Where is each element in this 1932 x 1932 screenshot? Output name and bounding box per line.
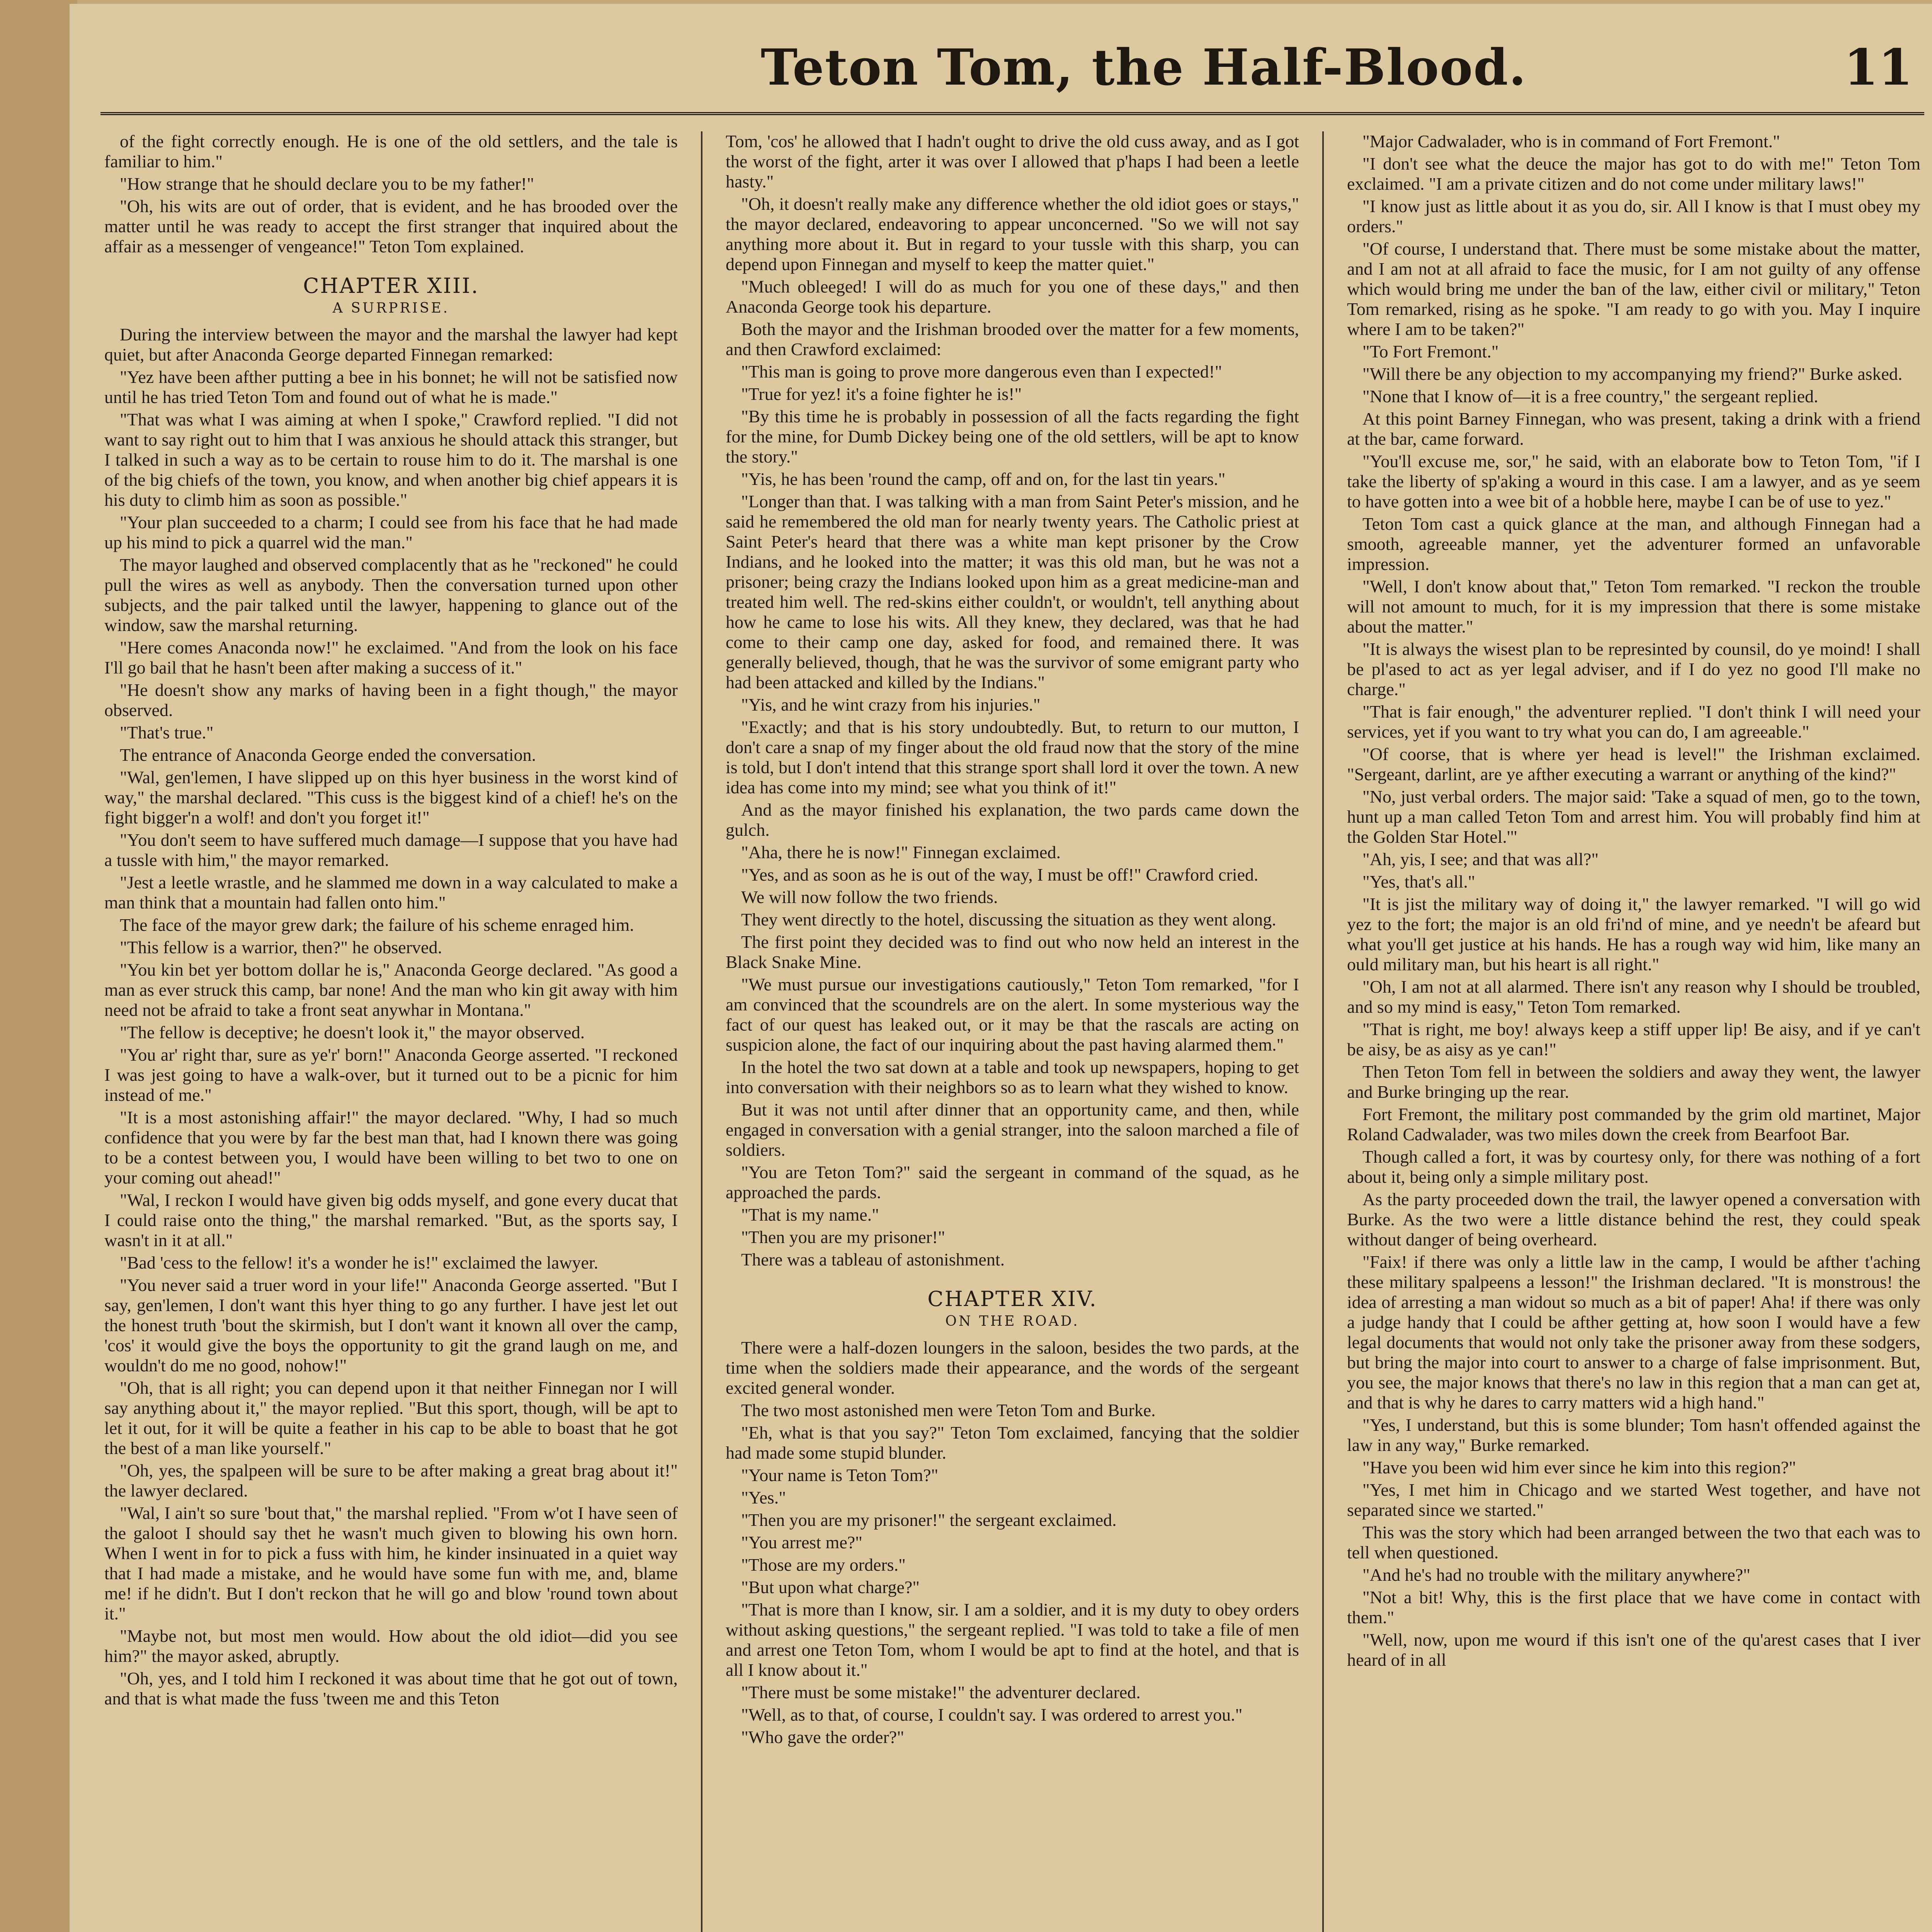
column-divider [1322, 131, 1324, 1932]
paragraph: "Then you are my prisoner!" the sergeant exclaimed. [741, 1510, 1117, 1530]
paragraph: "Ah, yis, I see; and that was all?" [1362, 849, 1599, 869]
paragraph: "Wal, I ain't so sure 'bout that," the marshal replied. "From w'ot I have seen of the galoot I should say thet he wasn't much given to blowing his own horn. When I went in for to pick a fuss with him, he kinder insinuated in a quiet way that I had made a mistake, and he would have some fun with me, and, blame me! if he didn't. But I don't reckon that he will go and blow 'round town about it." [104, 1503, 678, 1623]
column-2 [726, 131, 1299, 1932]
paragraph: "Aha, there he is now!" Finnegan exclaimed. [741, 842, 1061, 862]
paragraph: "You kin bet yer bottom dollar he is," Anaconda George declared. "As good a man as ever struck this camp, bar none! And the man who kin git away with him need not be afraid to take a front seat anywhar in Montana." [104, 960, 678, 1020]
paragraph: "Oh, yes, and I told him I reckoned it was about time that he got out of town, and that is what made the fuss 'tween me and this Teton [104, 1668, 678, 1708]
paragraph: "Yes, I understand, but this is some blunder; Tom hasn't offended against the law in any way," Burke remarked. [1347, 1415, 1920, 1455]
paragraph: "It is a most astonishing affair!" the mayor declared. "Why, I had so much confidence that you were by far the best man that, had I known there was going to be a contest between you, I would have been willing to bet two to one on your coming out ahead!" [104, 1107, 678, 1187]
paragraph: They went directly to the hotel, discussing the situation as they went along. [741, 910, 1276, 929]
column-divider [701, 131, 702, 1932]
paragraph: "This fellow is a warrior, then?" he observed. [120, 937, 442, 957]
chapter-subtitle: A SURPRISE. [332, 300, 450, 316]
paragraph: "That was what I was aiming at when I spoke," Crawford replied. "I did not want to say right out to him that I was anxious he should attack this stranger, but I talked in such a way as to be certain to rouse him to do it. The marshal is one of the big chiefs of the town, you know, and when another big chief appears it is his duty to climb him as soon as possible." [104, 410, 678, 510]
paragraph: "Here comes Anaconda now!" he exclaimed. "And from the look on his face I'll go bail that he hasn't been after making a success of it." [104, 638, 678, 677]
paragraph: "Yis, he has been 'round the camp, off and on, for the last tin years." [741, 469, 1226, 489]
paragraph: "Yez have been afther putting a bee in his bonnet; he will not be satisfied now until he has tried Teton Tom and found out of what he is made." [104, 367, 678, 407]
paragraph: This was the story which had been arranged between the two that each was to tell when questioned. [1347, 1522, 1920, 1562]
paragraph: "We must pursue our investigations cautiously," Teton Tom remarked, "for I am convinced that the scoundrels are on the alert. In some mysterious way the fact of our quest has leaked out, or it may be that the rascals are acting on suspicion alone, the fact of our inquiring about the past having alarmed them." [726, 975, 1299, 1054]
paragraph: "Who gave the order?" [741, 1727, 904, 1747]
paragraph: "I know just as little about it as you do, sir. All I know is that I must obey my orders." [1347, 196, 1920, 236]
paragraph: "Not a bit! Why, this is the first place that we have come in contact with them." [1347, 1587, 1920, 1627]
paragraph: "Will there be any objection to my accompanying my friend?" Burke asked. [1362, 364, 1903, 384]
paragraph: "Of course, I understand that. There must be some mistake about the matter, and I am not at all afraid to face the music, for I am not guilty of any offense which would bring me under the ban of the law, either civil or military," Teton Tom remarked, rising as he spoke. "I am ready to go with you. May I inquire where I am to be taken?" [1347, 239, 1920, 339]
paragraph: "Jest a leetle wrastle, and he slammed me down in a way calculated to make a man think that a mountain had fallen onto him." [104, 872, 678, 912]
column-3 [1347, 131, 1920, 1932]
paragraph: "Those are my orders." [741, 1555, 906, 1575]
paragraph: "Bad 'cess to the fellow! it's a wonder he is!" exclaimed the lawyer. [120, 1253, 599, 1272]
paragraph: We will now follow the two friends. [741, 887, 998, 907]
paragraph: "Faix! if there was only a little law in the camp, I would be afther t'aching these military spalpeens a lesson!" the Irishman declared. "It is monstrous! the idea of arresting a man widout so much as a bit of paper! Aha! if there was only a judge handy that I could be afther getting at, how soon I would have a few legal documents that would not only take the prisoner away from these sodgers, but bring the major into court to answer to a charge of false imprisonment. But, you see, the major knows that there's no law in this region that a man can get at, and that is why he dares to carry matters wid a high hand." [1347, 1252, 1920, 1412]
paragraph: "Maybe not, but most men would. How about the old idiot—did you see him?" the mayor asked, abruptly. [104, 1626, 678, 1666]
paragraph: Tom, 'cos' he allowed that I hadn't ought to drive the old cuss away, and as I got the worst of the fight, arter it was over I allowed that p'haps I had been a leetle hasty." [726, 131, 1299, 191]
paragraph: The two most astonished men were Teton Tom and Burke. [741, 1400, 1156, 1420]
paragraph: "None that I know of—it is a free country," the sergeant replied. [1362, 386, 1818, 406]
paragraph: The entrance of Anaconda George ended the conversation. [120, 745, 536, 765]
paragraph: "Much obleeged! I will do as much for you one of these days," and then Anaconda George took his departure. [726, 277, 1299, 316]
paragraph: "This man is going to prove more dangerous even than I expected!" [741, 362, 1222, 381]
paragraph: "Well, as to that, of course, I couldn't say. I was ordered to arrest you." [741, 1705, 1243, 1725]
paragraph: "No, just verbal orders. The major said: 'Take a squad of men, go to the town, hunt up a man called Teton Tom and arrest him. You will probably find him at the Golden Star Hotel.'" [1347, 787, 1920, 847]
paragraph: Then Teton Tom fell in between the soldiers and away they went, the lawyer and Burke bringing up the rear. [1347, 1062, 1920, 1102]
paragraph: "Yes, I met him in Chicago and we started West together, and have not separated since we started." [1347, 1480, 1920, 1520]
paragraph: In the hotel the two sat down at a table and took up newspapers, hoping to get into conversation with their neighbors so as to learn what they wished to know. [726, 1057, 1299, 1097]
paragraph: "Of coorse, that is where yer head is level!" the Irishman exclaimed. "Sergeant, darlint, are ye afther executing a warrant or anything of the kind?" [1347, 744, 1920, 784]
paragraph: "Then you are my prisoner!" [741, 1227, 946, 1247]
page-header [100, 23, 1924, 115]
page-number: 11 [1844, 39, 1913, 97]
paragraph: "Yis, and he wint crazy from his injuries." [741, 695, 1041, 714]
paragraph: During the interview between the mayor and the marshal the lawyer had kept quiet, but after Anaconda George departed Finnegan remarked: [104, 325, 678, 364]
paragraph: "That is right, me boy! always keep a stiff upper lip! Be aisy, and if ye can't be aisy, be as aisy as ye can!" [1347, 1019, 1920, 1059]
paragraph: "And he's had no trouble with the military anywhere?" [1362, 1565, 1750, 1585]
paragraph: "But upon what charge?" [741, 1577, 920, 1597]
paragraph: "It is jist the military way of doing it," the lawyer remarked. "I will go wid yez to the fort; the major is an old fri'nd of mine, and ye needn't be afeard but what you'll get justice at his hands. He has a rough way wid him, like many an ould military man, but his heart is all right." [1347, 894, 1920, 974]
paragraph: "You ar' right thar, sure as ye'r' born!" Anaconda George asserted. "I reckoned I was jest going to have a walk-over, but it turned out to be a picnic for him instead of me." [104, 1045, 678, 1105]
page-binding [0, 0, 77, 1932]
paragraph: "You'll excuse me, sor," he said, with an elaborate bow to Teton Tom, "if I take the liberty of sp'aking a wourd in this case. I am a lawyer, and as ye seem to have gotten into a wee bit of a hobble here, maybe I can be of use to yez." [1347, 451, 1920, 511]
running-title: Teton Tom, the Half-Blood. [760, 39, 1527, 97]
paragraph: Though called a fort, it was by courtesy only, for there was nothing of a fort about it, being only a simple military post. [1347, 1147, 1920, 1187]
paragraph: "Have you been wid him ever since he kim into this region?" [1362, 1458, 1796, 1477]
paragraph: "Wal, gen'lemen, I have slipped up on this hyer business in the worst kind of way," the marshal declared. "This cuss is the biggest kind of a chief! he's on the fight bigger'n a wolf! and don't you forget it!" [104, 767, 678, 827]
paragraph: "Yes, and as soon as he is out of the way, I must be off!" Crawford cried. [741, 865, 1259, 884]
paragraph: "You are Teton Tom?" said the sergeant in command of the squad, as he approached the pards. [726, 1162, 1299, 1202]
paragraph: "True for yez! it's a foine fighter he is!" [741, 384, 1022, 404]
paragraph: Teton Tom cast a quick glance at the man, and although Finnegan had a smooth, agreeable manner, yet the adventurer formed an unfavorable impression. [1347, 514, 1920, 574]
paragraph: Fort Fremont, the military post commanded by the grim old martinet, Major Roland Cadwalader, was two miles down the creek from Bearfoot Bar. [1347, 1104, 1920, 1144]
paragraph: As the party proceeded down the trail, the lawyer opened a conversation with Burke. As the two were a little distance behind the rest, they could speak without danger of being overheard. [1347, 1189, 1920, 1249]
paragraph: "Major Cadwalader, who is in command of Fort Fremont." [1362, 131, 1780, 151]
column-1 [104, 131, 678, 1932]
paragraph: "You arrest me?" [741, 1532, 862, 1552]
paragraph: "You never said a truer word in your life!" Anaconda George asserted. "But I say, gen'lemen, I don't want this hyer thing to go any further. I have jest let out the honest truth 'bout the skirmish, but I don't want it known all over the camp, 'cos' it would give the boys the opportunity to git the grand laugh on me, and wouldn't do me no good, nohow!" [104, 1275, 678, 1375]
paragraph: "That is my name." [741, 1205, 879, 1225]
paragraph: The face of the mayor grew dark; the failure of his scheme enraged him. [120, 915, 634, 935]
paragraph: "Eh, what is that you say?" Teton Tom exclaimed, fancying that the soldier had made some stupid blunder. [726, 1423, 1299, 1463]
paragraph: of the fight correctly enough. He is one of the old settlers, and the tale is familiar to him." [104, 131, 678, 171]
paragraph: "Yes, that's all." [1362, 872, 1475, 891]
paragraph: And as the mayor finished his explanation, the two pards came down the gulch. [726, 800, 1299, 840]
paragraph: "You don't seem to have suffered much damage—I suppose that you have had a tussle with him," the mayor remarked. [104, 830, 678, 870]
paragraph: "Yes." [741, 1488, 786, 1507]
paragraph: "There must be some mistake!" the adventurer declared. [741, 1682, 1141, 1702]
paragraph: "Your plan succeeded to a charm; I could see from his face that he had made up his mind to pick a quarrel wid the man." [104, 512, 678, 552]
paragraph: The mayor laughed and observed complacently that as he "reckoned" he could pull the wires as well as anybody. Then the conversation turned upon other subjects, and the pair talked until the lawyer, happening to glance out of the window, saw the marshal returning. [104, 555, 678, 635]
paragraph: At this point Barney Finnegan, who was present, taking a drink with a friend at the bar, came forward. [1347, 409, 1920, 449]
paragraph: "That is more than I know, sir. I am a soldier, and it is my duty to obey orders without asking questions," the sergeant replied. "I was told to take a file of men and arrest one Teton Tom, whom I would be apt to find at the hotel, and that is all I know about it." [726, 1600, 1299, 1680]
chapter-heading: CHAPTER XIII. [303, 274, 479, 298]
paragraph: "Well, now, upon me wourd if this isn't one of the qu'arest cases that I iver heard of in all [1347, 1630, 1920, 1670]
paragraph: "Oh, it doesn't really make any difference whether the old idiot goes or stays," the mayor declared, endeavoring to appear unconcerned. "So we will not say anything more about it. But in regard to your tussle with this sharp, you can depend upon Finnegan and myself to keep the matter quiet." [726, 194, 1299, 274]
paragraph: Both the mayor and the Irishman brooded over the matter for a few moments, and then Crawford exclaimed: [726, 319, 1299, 359]
paragraph: "Oh, that is all right; you can depend upon it that neither Finnegan nor I will say anything about it," the mayor replied. "But this sport, though, will be apt to let it out, for it will be quite a feather in his cap to be able to boast that he got the best of a man like yourself." [104, 1378, 678, 1458]
paragraph: "Oh, his wits are out of order, that is evident, and he has brooded over the matter until he was ready to accept the first stranger that inquired about the affair as a messenger of vengeance!" Teton Tom explained. [104, 196, 678, 256]
paragraph: "Wal, I reckon I would have given big odds myself, and gone every ducat that I could raise onto the thing," the marshal remarked. "But, as the sports say, I wasn't in it at all." [104, 1190, 678, 1250]
paragraph: "Exactly; and that is his story undoubtedly. But, to return to our mutton, I don't care a snap of my finger about the old fraud now that the story of the mine is told, but I don't intend that this strange sport shall lord it over the town. A new idea has come into my mind; see what you think of it!" [726, 717, 1299, 797]
text-columns [104, 131, 1920, 1932]
paragraph: "Oh, I am not at all alarmed. There isn't any reason why I should be troubled, and so my mind is easy," Teton Tom remarked. [1347, 977, 1920, 1017]
paragraph: "How strange that he should declare you to be my father!" [120, 174, 534, 194]
paragraph: "Your name is Teton Tom?" [741, 1465, 939, 1485]
chapter-subtitle: ON THE ROAD. [945, 1313, 1080, 1329]
paragraph: "He doesn't show any marks of having been in a fight though," the mayor observed. [104, 680, 678, 720]
paragraph: "The fellow is deceptive; he doesn't look it," the mayor observed. [120, 1022, 585, 1042]
paragraph: "To Fort Fremont." [1362, 342, 1499, 361]
paragraph: There were a half-dozen loungers in the saloon, besides the two pards, at the time when the soldiers made their appearance, and the words of the sergeant excited general wonder. [726, 1338, 1299, 1398]
paragraph: "That is fair enough," the adventurer replied. "I don't think I will need your services, yet if you want to try what you can do, I am agreeable." [1347, 702, 1920, 742]
paragraph: The first point they decided was to find out who now held an interest in the Black Snake Mine. [726, 932, 1299, 972]
paragraph: "By this time he is probably in possession of all the facts regarding the fight for the mine, for Dumb Dickey being one of the old settlers, will be apt to know the story." [726, 406, 1299, 466]
paragraph: "Longer than that. I was talking with a man from Saint Peter's mission, and he said he remembered the old man for nearly twenty years. The Catholic priest at Saint Peter's heard that there was a white man kept prisoner by the Crow Indians, and he looked into the matter; it was this old man, but he was not a prisoner; being crazy the Indians looked upon him as a great medicine-man and treated him well. The red-skins either couldn't, or wouldn't, tell anything about how he came to lose his wits. All they knew, they declared, was that he had come to their camp one day, asked for food, and remained there. It was generally believed, though, that he was the survivor of some emigrant party who had been attacked and killed by the Indians." [726, 492, 1299, 692]
paragraph: But it was not until after dinner that an opportunity came, and then, while engaged in conversation with a genial stranger, into the saloon marched a file of soldiers. [726, 1100, 1299, 1160]
paragraph: "It is always the wisest plan to be represinted by counsil, do ye moind! I shall be pl'ased to act as yer legal adviser, and if I do yez no good I'll make no charge." [1347, 639, 1920, 699]
paragraph: There was a tableau of astonishment. [741, 1250, 1005, 1269]
paragraph: "I don't see what the deuce the major has got to do with me!" Teton Tom exclaimed. "I am a private citizen and do not come under military laws!" [1347, 154, 1920, 194]
paragraph: "Oh, yes, the spalpeen will be sure to be after making a great brag about it!" the lawyer declared. [104, 1461, 678, 1500]
chapter-heading: CHAPTER XIV. [927, 1287, 1097, 1311]
paragraph: "That's true." [120, 723, 214, 742]
paragraph: "Well, I don't know about that," Teton Tom remarked. "I reckon the trouble will not amount to much, for it is my impression that there is some mistake about the matter." [1347, 577, 1920, 636]
